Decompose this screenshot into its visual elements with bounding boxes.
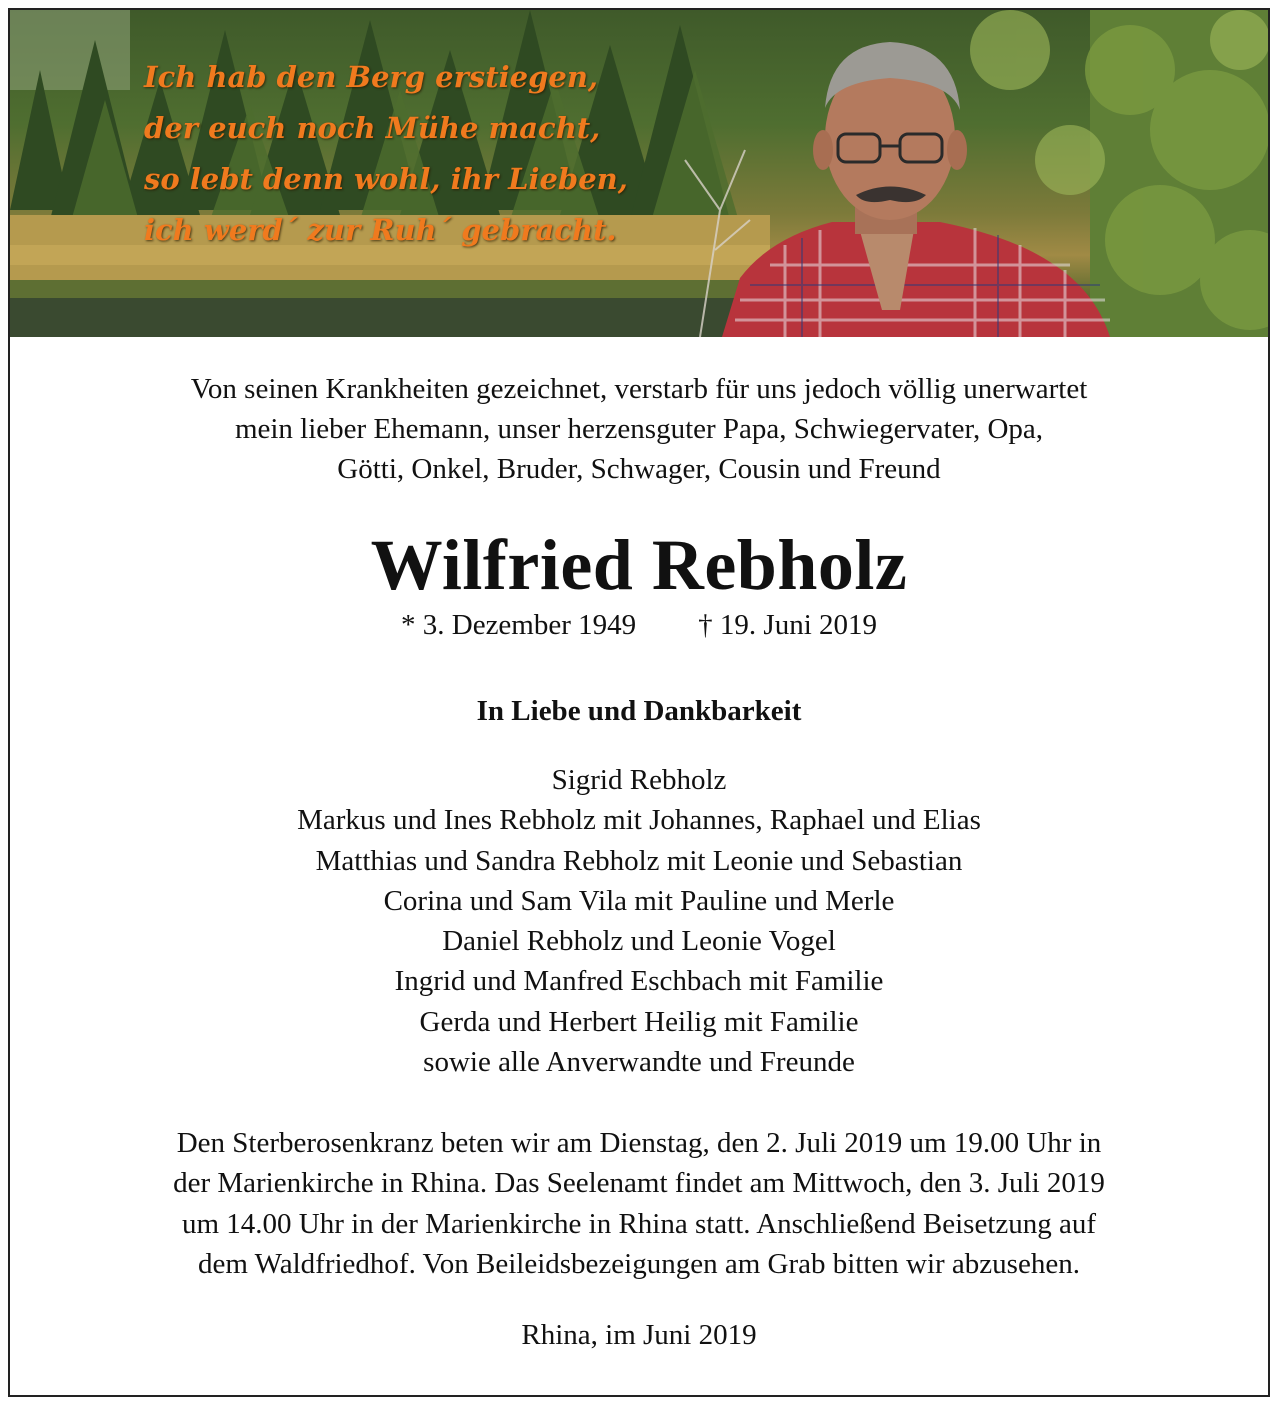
mourners-list — [10, 760, 1268, 1082]
intro-text — [10, 369, 1268, 489]
dedication-heading: In Liebe und Dankbarkeit — [476, 695, 802, 727]
mourner-line: Matthias und Sandra Rebholz mit Leonie und Sebastian — [315, 844, 963, 877]
place-and-date: Rhina, im Juni 2019 — [521, 1319, 757, 1351]
death-date: † 19. Juni 2019 — [698, 609, 877, 641]
deceased-name: Wilfried Rebholz — [370, 525, 908, 605]
quote-line: ich werd´ zur Ruh´ gebracht. — [144, 213, 617, 247]
quote-line: so lebt denn wohl, ihr Lieben, — [144, 162, 628, 196]
birth-date: * 3. Dezember 1949 — [401, 609, 637, 641]
quote-line: Ich hab den Berg erstiegen, — [144, 60, 599, 94]
mourner-line: Daniel Rebholz und Leonie Vogel — [442, 925, 836, 958]
service-details — [60, 1123, 1218, 1284]
mourner-line: Corina und Sam Vila mit Pauline und Merle — [383, 884, 895, 917]
quote-line: der euch noch Mühe macht, — [144, 111, 601, 145]
intro-line: Götti, Onkel, Bruder, Schwager, Cousin und Freund — [337, 453, 941, 485]
mourner-line: Ingrid und Manfred Eschbach mit Familie — [394, 965, 884, 998]
memorial-quote — [144, 52, 628, 256]
obituary-notice — [8, 8, 1270, 1397]
service-line: dem Waldfriedhof. Von Beileidsbezeigungen am Grab bitten wir abzusehen. — [198, 1247, 1080, 1280]
intro-line: mein lieber Ehemann, unser herzensguter Papa, Schwiegervater, Opa, — [234, 413, 1044, 445]
service-line: um 14.00 Uhr in der Marienkirche in Rhina statt. Anschließend Beisetzung auf — [181, 1207, 1097, 1240]
mourner-line: Sigrid Rebholz — [551, 764, 727, 796]
mourner-line: sowie alle Anverwandte und Freunde — [423, 1046, 855, 1079]
service-line: der Marienkirche in Rhina. Das Seelenamt findet am Mittwoch, den 3. Juli 2019 — [173, 1167, 1105, 1200]
intro-line: Von seinen Krankheiten gezeichnet, verstarb für uns jedoch völlig unerwartet — [190, 373, 1088, 405]
life-dates — [10, 607, 1268, 643]
memorial-photo — [10, 10, 1268, 337]
service-line: Den Sterberosenkranz beten wir am Dienstag, den 2. Juli 2019 um 19.00 Uhr in — [176, 1127, 1102, 1159]
mourner-line: Markus und Ines Rebholz mit Johannes, Raphael und Elias — [297, 804, 981, 837]
mourner-line: Gerda und Herbert Heilig mit Familie — [419, 1005, 859, 1038]
